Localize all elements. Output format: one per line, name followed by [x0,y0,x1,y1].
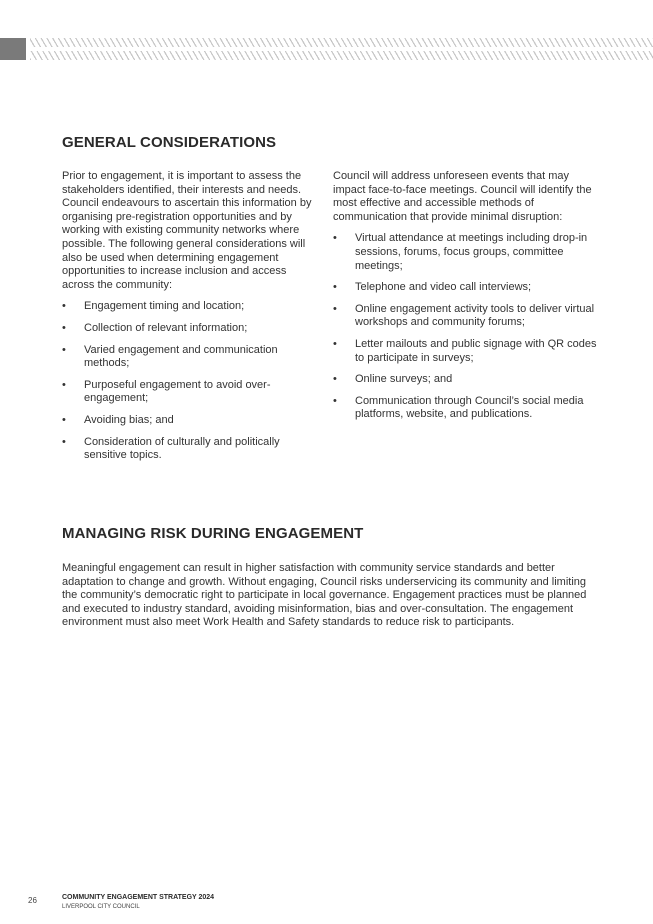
page-number: 26 [28,896,37,905]
header-grey-block [0,38,26,60]
bullet-icon: • [62,378,66,391]
list-item-text: Avoiding bias; and [84,413,174,426]
list-item [62,344,318,371]
list-item [333,281,598,295]
header-stripe-pattern [30,38,653,60]
general-right-column [333,170,598,430]
footer-document-title: COMMUNITY ENGAGEMENT STRATEGY 2024 [62,894,215,901]
footer-organisation: LIVERPOOL CITY COUNCIL [62,904,140,910]
list-item-text: Purposeful engagement to avoid over-engagement; [84,378,271,405]
general-intro-paragraph: Prior to engagement, it is important to assess the stakeholders identified, their interests and needs. Council endeavours to ascertain this information by organising pre-registration opportunities and by working with existing community networks where possible. The following general considerations will also be used when determining engagement opportunities to increase inclusion and access across the community: [62,170,312,291]
list-item [62,379,318,406]
communication-methods-list [333,232,598,422]
bullet-icon: • [62,343,66,356]
bullet-icon: • [333,232,337,245]
bullet-icon: • [333,281,337,294]
general-left-column [62,170,318,471]
list-item-text: Varied engagement and communication methods; [84,343,278,370]
list-item [333,373,598,387]
section-title-managing-risk: MANAGING RISK DURING ENGAGEMENT [62,525,364,542]
list-item-text: Consideration of culturally and politically sensitive topics. [84,435,280,462]
bullet-icon: • [62,435,66,448]
list-item [62,414,318,428]
bullet-icon: • [333,337,337,350]
list-item-text: Online engagement activity tools to deliver virtual workshops and community forums; [355,302,595,329]
list-item-text: Communication through Council’s social media platforms, website, and publications. [355,394,584,421]
bullet-icon: • [333,373,337,386]
section-title-general-considerations: GENERAL CONSIDERATIONS [62,134,277,151]
considerations-list [62,300,318,462]
list-item [62,322,318,336]
list-item [62,436,318,463]
disruption-intro-paragraph: Council will address unforeseen events that may impact face-to-face meetings. Council will identify the most effective and accessible methods of communication that provide minimal disruption: [333,170,592,223]
list-item [333,303,598,330]
list-item-text: Engagement timing and location; [84,300,245,313]
list-item-text: Online surveys; and [355,373,453,386]
bullet-icon: • [62,321,66,334]
list-item-text: Virtual attendance at meetings including drop-in sessions, forums, focus groups, committee meetings; [355,232,588,272]
list-item [333,395,598,422]
bullet-icon: • [333,394,337,407]
list-item [62,300,318,314]
bullet-icon: • [333,302,337,315]
list-item-text: Telephone and video call interviews; [355,281,532,294]
list-item [333,338,598,365]
list-item-text: Collection of relevant information; [84,321,248,334]
bullet-icon: • [62,300,66,313]
list-item-text: Letter mailouts and public signage with QR codes to participate in surveys; [355,337,597,364]
list-item [333,232,598,273]
bullet-icon: • [62,413,66,426]
risk-body-paragraph: Meaningful engagement can result in higher satisfaction with community service standards and better adaptation to change and growth. Without engaging, Council risks underservicing its community and limiting the community’s democratic right to participate in local governance. Engagement practices must be planned and executed to industry standard, avoiding misinformation, bias and over-consultation. The engagement environment must also meet Work Health and Safety standards to reduce risk to participants. [62,562,587,629]
header-band [0,38,653,60]
